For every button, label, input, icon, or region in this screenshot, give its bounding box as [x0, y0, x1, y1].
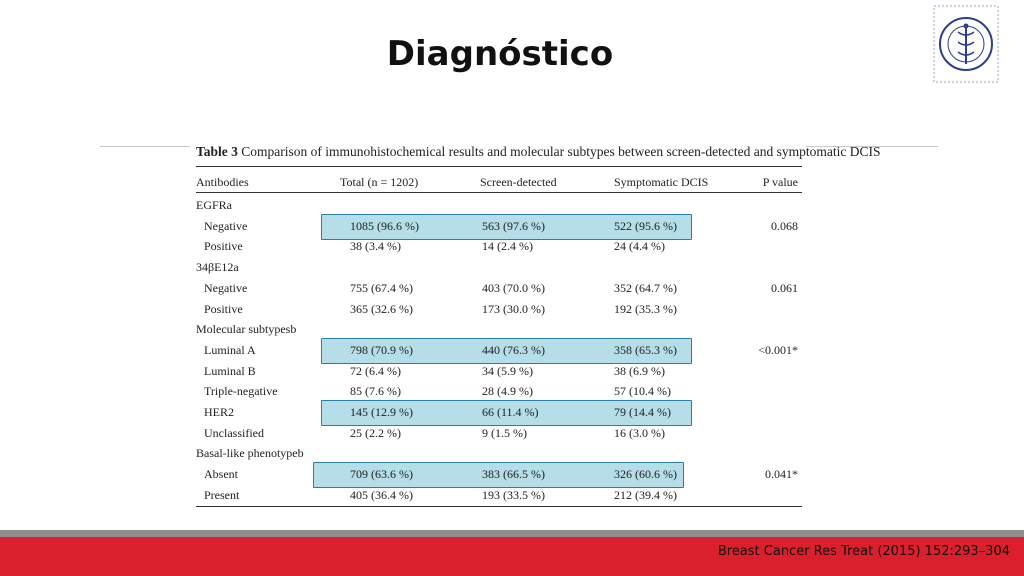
cell-screen-detected: 173 (30.0 %) — [482, 302, 545, 316]
table-group-label: 34βE12a — [196, 260, 239, 274]
cell-symptomatic: 326 (60.6 %) — [614, 467, 677, 481]
cell-symptomatic: 79 (14.4 %) — [614, 405, 671, 419]
cell-screen-detected: 440 (76.3 %) — [482, 343, 545, 357]
cell-p-value: 0.041* — [765, 467, 798, 481]
cell-screen-detected: 193 (33.5 %) — [482, 488, 545, 502]
cell-symptomatic: 352 (64.7 %) — [614, 281, 677, 295]
cell-symptomatic: 522 (95.6 %) — [614, 219, 677, 233]
table-row-label: Positive — [204, 239, 243, 253]
cell-symptomatic: 16 (3.0 %) — [614, 426, 665, 440]
cell-p-value: <0.001* — [758, 343, 798, 357]
table-row-label: Negative — [204, 219, 248, 233]
cell-screen-detected: 9 (1.5 %) — [482, 426, 527, 440]
institute-seal-icon — [934, 6, 998, 82]
cell-symptomatic: 57 (10.4 %) — [614, 384, 671, 398]
table-top-rule — [196, 166, 802, 167]
cell-symptomatic: 24 (4.4 %) — [614, 239, 665, 253]
table-image — [190, 135, 881, 518]
table-group-label: EGFRa — [196, 198, 232, 212]
cell-symptomatic: 358 (65.3 %) — [614, 343, 677, 357]
cell-total: 1085 (96.6 %) — [350, 219, 419, 233]
table-bottom-rule — [196, 506, 802, 507]
table-row-label: HER2 — [204, 405, 234, 419]
column-header: Symptomatic DCIS — [614, 175, 709, 189]
cell-total: 405 (36.4 %) — [350, 488, 413, 502]
table-group-label: Molecular subtypesb — [196, 322, 297, 336]
table-header-rule — [196, 192, 802, 193]
cell-total: 85 (7.6 %) — [350, 384, 401, 398]
cell-total: 709 (63.6 %) — [350, 467, 413, 481]
table-caption — [196, 144, 881, 160]
table-row-label: Unclassified — [204, 426, 264, 440]
cell-symptomatic: 212 (39.4 %) — [614, 488, 677, 502]
cell-total: 145 (12.9 %) — [350, 405, 413, 419]
cell-total: 25 (2.2 %) — [350, 426, 401, 440]
cell-screen-detected: 34 (5.9 %) — [482, 364, 533, 378]
cell-screen-detected: 563 (97.6 %) — [482, 219, 545, 233]
cell-screen-detected: 66 (11.4 %) — [482, 405, 539, 419]
cell-screen-detected: 383 (66.5 %) — [482, 467, 545, 481]
cell-total: 755 (67.4 %) — [350, 281, 413, 295]
column-header: Antibodies — [196, 175, 249, 189]
table-row-label: Negative — [204, 281, 248, 295]
cell-screen-detected: 14 (2.4 %) — [482, 239, 533, 253]
cell-total: 38 (3.4 %) — [350, 239, 401, 253]
cell-screen-detected: 403 (70.0 %) — [482, 281, 545, 295]
column-header: Screen-detected — [480, 175, 557, 189]
table-group-label: Basal-like phenotypeb — [196, 446, 304, 460]
cell-symptomatic: 192 (35.3 %) — [614, 302, 677, 316]
cell-total: 798 (70.9 %) — [350, 343, 413, 357]
table-row-label: Luminal B — [204, 364, 256, 378]
column-header: P value — [762, 175, 798, 189]
table-caption-text: Comparison of immunohistochemical results and molecular subtypes between screen-detected and symptomatic DCIS — [241, 144, 881, 159]
cell-total: 72 (6.4 %) — [350, 364, 401, 378]
cell-p-value: 0.061 — [771, 281, 798, 295]
table-row-label: Triple-negative — [204, 384, 278, 398]
table-row-label: Present — [204, 488, 240, 502]
column-header: Total (n = 1202) — [340, 175, 419, 189]
table-row-label: Luminal A — [204, 343, 256, 357]
table-caption-label: Table 3 — [196, 144, 238, 159]
cell-screen-detected: 28 (4.9 %) — [482, 384, 533, 398]
slide-title: Diagnóstico — [386, 34, 614, 74]
footer-gray-band — [0, 530, 1024, 537]
citation-reference: Breast Cancer Res Treat (2015) 152:293–304 — [717, 544, 1010, 559]
cell-symptomatic: 38 (6.9 %) — [614, 364, 665, 378]
cell-p-value: 0.068 — [771, 219, 798, 233]
left-divider — [100, 146, 190, 147]
table-row-label: Absent — [204, 467, 238, 481]
cell-total: 365 (32.6 %) — [350, 302, 413, 316]
table-row-label: Positive — [204, 302, 243, 316]
